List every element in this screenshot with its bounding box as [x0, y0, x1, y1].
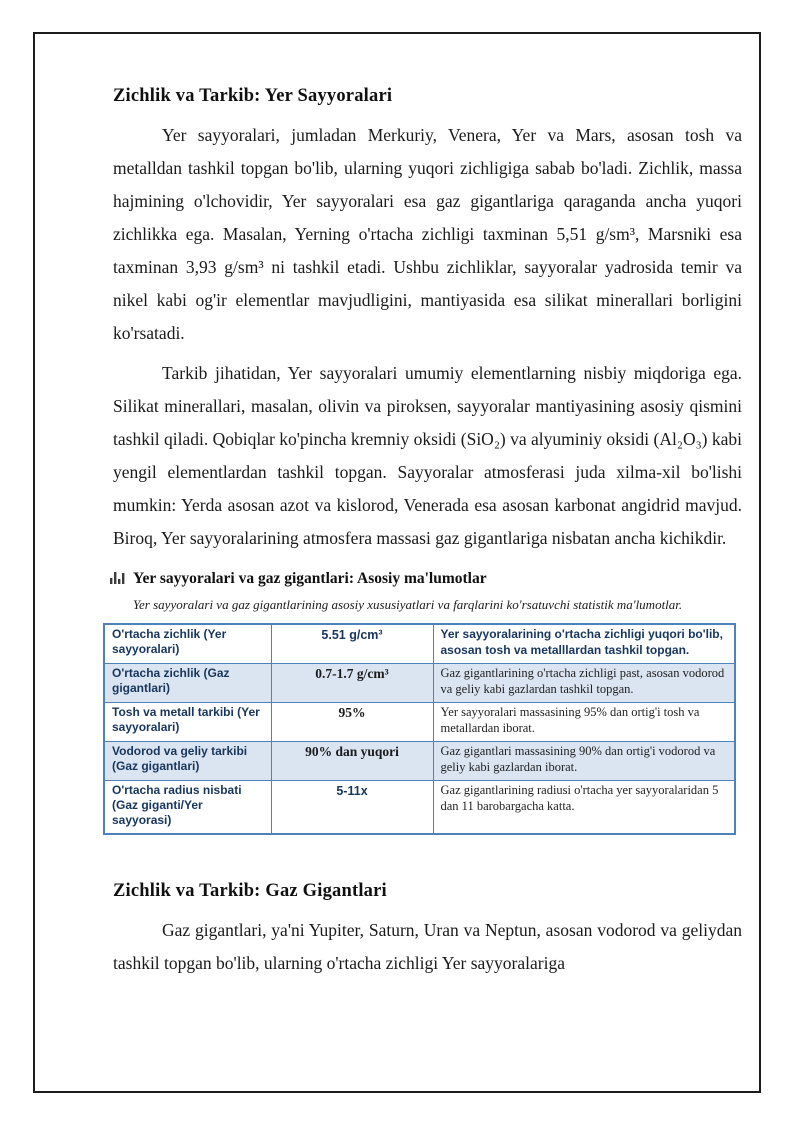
row-value: 5.51 g/cm³ — [271, 624, 433, 664]
row-description: Yer sayyoralarining o'rtacha zichligi yuqori bo'lib, asosan tosh va metalllardan tashkil topgan. — [433, 624, 735, 664]
table-section-title: Yer sayyoralari va gaz gigantlari: Asosiy ma'lumotlar — [133, 570, 487, 587]
row-description: Yer sayyoralari massasining 95% dan ortig'i tosh va metallardan iborat. — [433, 703, 735, 742]
row-value: 90% dan yuqori — [271, 742, 433, 781]
row-description: Gaz gigantlari massasining 90% dan ortig'i vodorod va geliy kabi gazlardan iborat. — [433, 742, 735, 781]
row-description: Gaz gigantlarining o'rtacha zichligi past, asosan vodorod va geliy kabi gazlardan tashkil topgan. — [433, 664, 735, 703]
row-label: Vodorod va geliy tarkibi (Gaz gigantlari) — [104, 742, 271, 781]
row-label: O'rtacha zichlik (Yer sayyoralari) — [104, 624, 271, 664]
paragraph-terrestrial-density: Yer sayyoralari, jumladan Merkuriy, Venera, Yer va Mars, asosan tosh va metalldan tashkil topgan bo'lib, ularning yuqori zichligiga sabab bo'ladi. Zichlik, massa hajmining o'lchovidir, Yer sayyoralari esa gaz gigantlariga qaraganda ancha yuqori zichlikka ega. Masalan, Yerning o'rtacha zichligi taxminan 5,51 g/sm³, Marsniki esa taxminan 3,93 g/sm³ ni tashkil etadi. Ushbu zichliklar, sayyoralar yadrosida temir va nikel kabi og'ir elementlar mavjudligini, mantiyasida esa silikat minerallari borligini ko'rsatadi. — [113, 125, 742, 343]
row-value: 5-11x — [271, 781, 433, 835]
paragraph-terrestrial-composition: Tarkib jihatidan, Yer sayyoralari umumiy elementlarning nisbiy miqdoriga ega. Silikat minerallari, masalan, olivin va piroksen, sayyoralar mantiyasining asosiy qismini tashkil qiladi. Qobiqlar ko'pincha kremniy oksidi (SiO₂) va alyuminiy oksidi (Al₂O₃) kabi yengil elementlardan tashkil topgan. Sayyoralar atmosferasi juda xilma-xil bo'lishi mumkin: Yerda asosan azot va kislorod, Venerada esa asosan karbonat angidrid mavjud. Biroq, Yer sayyoralarining atmosfera massasi gaz gigantlariga nisbatan ancha kichikdir. — [113, 363, 743, 548]
table-row — [104, 742, 735, 781]
table-caption: Yer sayyoralari va gaz gigantlarining asosiy xususiyatlari va farqlarini ko'rsatuvchi statistik ma'lumotlar. — [133, 597, 683, 612]
table-row — [104, 624, 735, 664]
table-row — [104, 703, 735, 742]
section-heading-terrestrial-planets: Zichlik va Tarkib: Yer Sayyoralari — [113, 86, 393, 106]
row-label: O'rtacha radius nisbati (Gaz giganti/Yer sayyorasi) — [104, 781, 271, 835]
table-section-heading — [110, 569, 742, 588]
row-label: Tosh va metall tarkibi (Yer sayyoralari) — [104, 703, 271, 742]
table-row — [104, 664, 735, 703]
bar-chart-icon — [110, 570, 125, 589]
row-value: 0.7-1.7 g/cm³ — [271, 664, 433, 703]
planet-stats-table — [103, 623, 736, 835]
document-content — [113, 86, 742, 987]
table-row — [104, 781, 735, 835]
row-value: 95% — [271, 703, 433, 742]
row-label: O'rtacha zichlik (Gaz gigantlari) — [104, 664, 271, 703]
section-heading-gas-giants: Zichlik va Tarkib: Gaz Gigantlari — [113, 881, 387, 901]
paragraph-gas-giants: Gaz gigantlari, ya'ni Yupiter, Saturn, Uran va Neptun, asosan vodorod va geliydan tashkil topgan bo'lib, ularning o'rtacha zichligi Yer sayyoralariga — [113, 920, 742, 973]
row-description: Gaz gigantlarining radiusi o'rtacha yer sayyoralaridan 5 dan 11 barobargacha katta. — [433, 781, 735, 835]
